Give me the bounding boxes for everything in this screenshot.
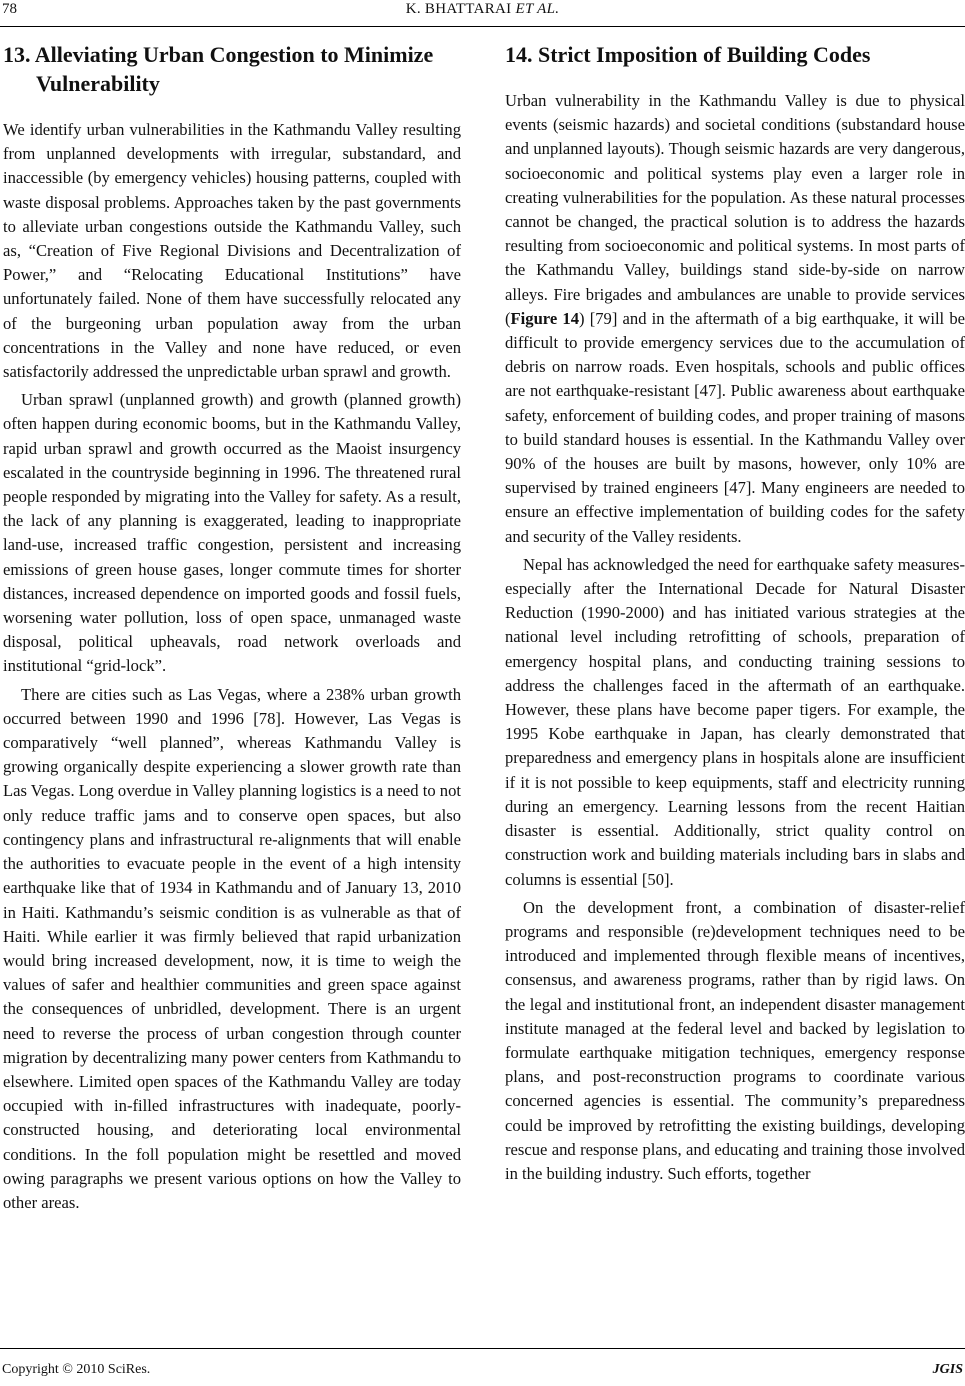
- right-paragraph-1-text-a: Urban vulnerability in the Kathmandu Valley is due to physical events (seismic hazards) and societal conditions (substandard house and unplanned layouts). Though seismic hazards are very dangerous, socioeconomic and political systems play even a larger role in creating vulnerabilities for the population. As these natural processes cannot be changed, the practical solution is to address the hazards resulting from socioeconomic and political systems. In most parts of the Kathmandu Valley, buildings stand side-by-side on narrow alleys. Fire brigades and ambulances are unable to provide services (: [505, 91, 965, 328]
- right-paragraph-3: On the development front, a combination of disaster-relief programs and responsible (re)development techniques need to be introduced and implemented through flexible means of incentives, consensus, and awareness programs, rather than by rigid laws. On the legal and institutional front, an independent disaster management institute managed at the federal level and backed by legislation to formulate earthquake mitigation techniques, emergency response plans, and post-reconstruction programs to coordinate various concerned agencies is essential. The community’s preparedness could be improved by retrofitting the existing buildings, developing rescue and response plans, and educating and training those involved in the building industry. Such efforts, together: [505, 897, 965, 1183]
- figure-14-reference[interactable]: Figure 14: [510, 308, 580, 328]
- right-paragraph-1-text-b: ) [79] and in the aftermath of a big earthquake, it will be difficult to provide emergency services due to the accumulation of debris on narrow roads. Even hospitals, schools and public offices are not earthquake-resistant [47]. Public awareness about earthquake safety, enforcement of building codes, and proper training of masons to build standard houses is essential. In the Kathmandu Valley over 90% of the houses are built by masons, however, only 10% are supervised by trained engineers [47]. Many engineers are needed to ensure an effective implementation of building codes for the safety and security of the Valley residents.: [505, 308, 965, 546]
- left-paragraph-2: Urban sprawl (unplanned growth) and growth (planned growth) often happen during economic booms, but in the Kathmandu Valley, rapid urban sprawl and growth occurred as the Maoist insurgency escalated in the countryside beginning in 1996. The threatened rural people responded by migrating into the Valley for safety. As a result, the lack of any planning is exaggerated, leading to inappropriate land-use, increased traffic congestion, persistent and increasing emissions of green house gases, longer commute times for shorter distances, increased dependence on imported goods and fossil fuels, worsening water pollution, loss of open space, unmanaged waste disposal, political upheavals, road network overloads and institutional “grid-lock”.: [3, 390, 461, 676]
- footer-rule: [0, 1348, 965, 1349]
- page-footer: [0, 1348, 965, 1386]
- running-head: [0, 1, 965, 18]
- running-head-et-al: ET AL.: [515, 1, 560, 17]
- header-rule: [0, 26, 965, 27]
- running-head-authors: K. BHATTARAI: [405, 1, 512, 17]
- right-paragraph-1: [505, 89, 965, 549]
- left-paragraph-3: There are cities such as Las Vegas, where a 238% urban growth occurred between 1990 and 1996 [78]. However, Las Vegas is comparatively “well planned”, whereas Kathmandu Valley is growing organically despite experiencing a slower growth rate than Las Vegas. Long overdue in Valley planning logistics is a need to not only reduce traffic jams and to conserve open spaces, but also contingency plans and infrastructural re-alignments that will enable the authorities to evacuate people in the event of a high intensity earthquake like that of 1934 in Kathmandu and of January 13, 2010 in Haiti. Kathmandu’s seismic condition is as vulnerable as that of Haiti. While earlier it was firmly believed that rapid urbanization would bring increased development, now, it is time to weigh the values of safer and healthier communities and green space against the consequences of unbridled, development. There is an urgent need to reverse the process of urban congestion through counter migration by decentralizing many power centers from Kathmandu to elsewhere. Limited open spaces of the Kathmandu Valley are today occupied with in-filled infrastructures with inadequate, poorly-constructed housing, and deteriorating local environmental conditions. In the foll population might be resettled and moved owing paragraphs we present various options on how the Valley to other areas.: [3, 684, 461, 1212]
- journal-name: JGIS: [932, 1362, 963, 1377]
- right-paragraph-2: Nepal has acknowledged the need for earthquake safety measures-especially after the International Decade for Natural Disaster Reduction (1990-2000) and has initiated various strategies at the national level including retrofitting of schools, preparation of emergency hospital plans, and conducting training sessions to address the challenges faced in the aftermath of an earthquake. However, these plans have become paper tigers. For example, the 1995 Kobe earthquake in Japan, has clearly demonstrated that preparedness and emergency plans in hospitals alone are insufficient if it is not possible to keep equipments, staff and electricity running during an emergency. Learning lessons from the recent Haitian disaster is essential. Additionally, strict quality control on construction work and building materials including bars in slabs and columns is essential [50].: [505, 554, 965, 889]
- copyright-notice: Copyright © 2010 SciRes.: [2, 1362, 151, 1377]
- left-column: [3, 40, 461, 1215]
- right-column: [505, 40, 965, 1186]
- page-number: 78: [2, 1, 17, 17]
- page-header: [0, 0, 965, 30]
- section-14-heading: 14. Strict Imposition of Building Codes: [505, 42, 871, 67]
- section-13-heading: 13. Alleviating Urban Congestion to Minimize Vulnerability: [3, 42, 434, 96]
- left-paragraph-1: We identify urban vulnerabilities in the Kathmandu Valley resulting from unplanned developments with irregular, substandard, and inaccessible (by emergency vehicles) housing patterns, coupled with waste disposal problems. Approaches taken by the past governments to alleviate urban congestions outside the Kathmandu Valley, such as, “Creation of Five Regional Divisions and Decentralization of Power,” and “Relocating Educational Institutions” have unfortunately failed. None of them have successfully relocated any of the burgeoning urban population away from the urban concentrations in the Valley and none have reduced, or even satisfactorily addressed the unpredictable urban sprawl and growth.: [3, 120, 461, 382]
